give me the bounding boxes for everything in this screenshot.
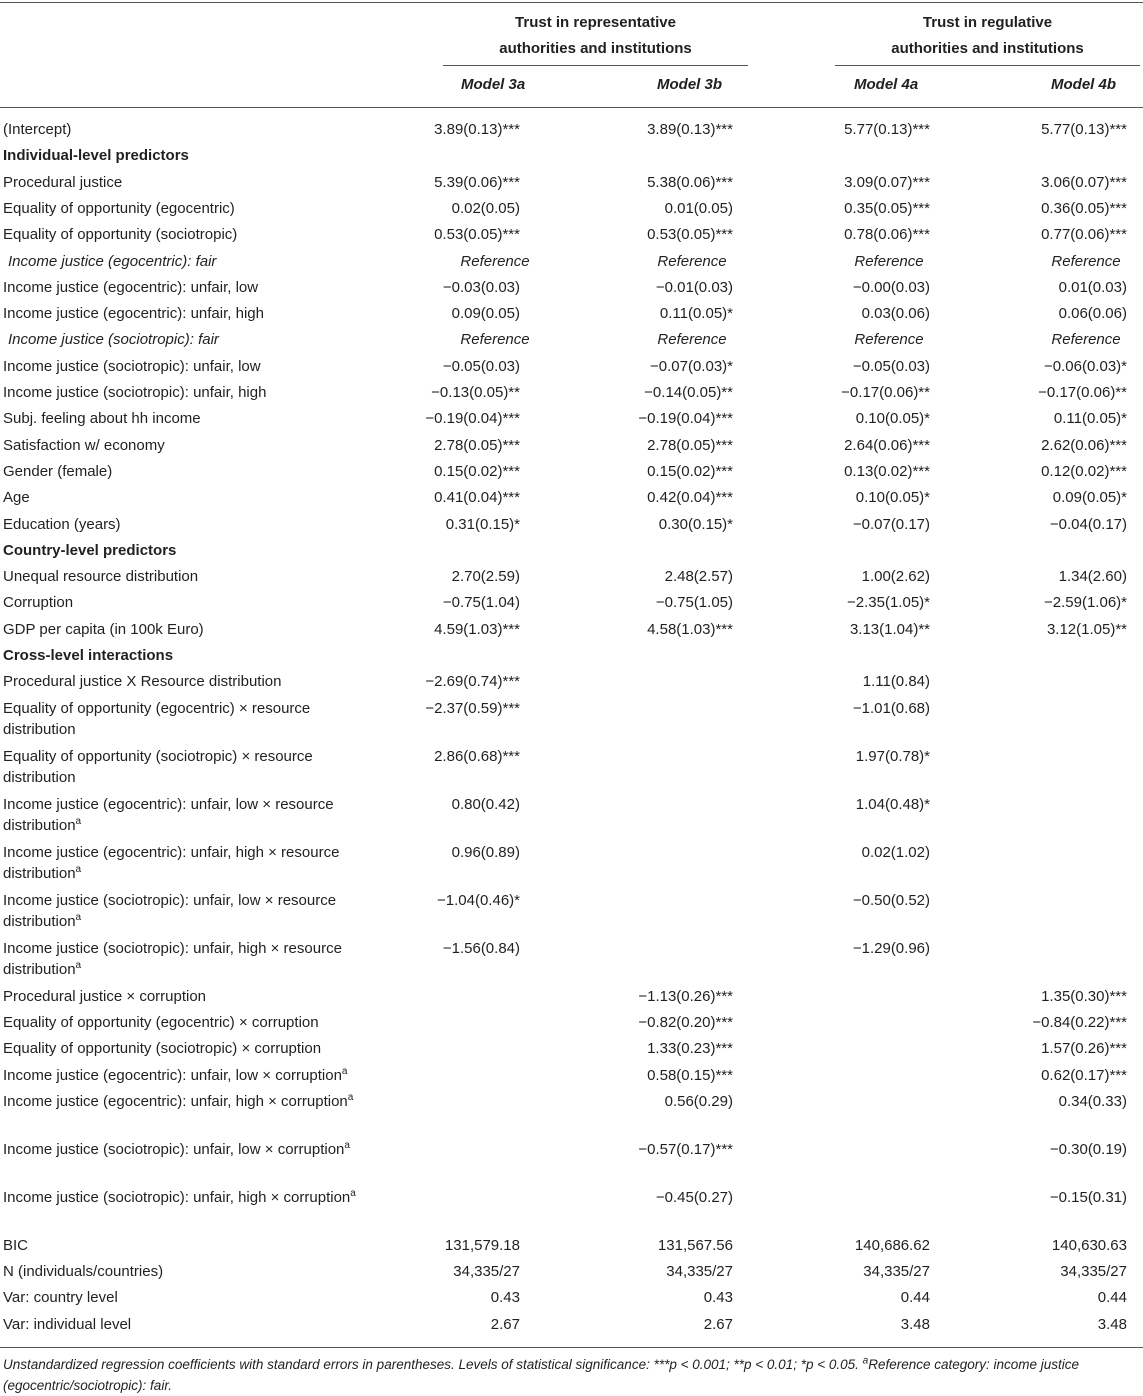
table-cell: 2.70(2.59) [451, 568, 520, 586]
section-heading [3, 645, 363, 666]
row-label [3, 1139, 363, 1160]
table-cell: 0.41(0.04)*** [434, 489, 520, 507]
table-bottom-rule [0, 1347, 1143, 1348]
table-cell: 0.53(0.05)*** [434, 226, 520, 244]
table-cell: −1.04(0.46)* [437, 891, 520, 909]
table-cell: 0.56(0.29) [664, 1092, 733, 1110]
table-cell: −0.45(0.27) [655, 1188, 733, 1206]
row-label-text: N (individuals/countries) [3, 1263, 164, 1281]
row-label-text: Income justice (egocentric): fair [8, 252, 217, 270]
row-label [3, 592, 363, 613]
table-cell: −0.82(0.20)*** [638, 1013, 733, 1031]
row-label-text: Country-level predictors [3, 541, 177, 559]
table-cell: 0.80(0.42) [451, 795, 520, 813]
table-cell: Reference [854, 331, 924, 349]
table-cell: 3.89(0.13)*** [647, 121, 733, 138]
footnote-marker: a [341, 1065, 348, 1077]
table-cell: −0.14(0.05)** [644, 384, 733, 401]
row-label-text: Individual-level predictors [3, 147, 189, 165]
row-label [3, 938, 363, 980]
table-cell: 1.11(0.84) [862, 673, 930, 691]
row-label-text: Equality of opportunity (egocentric) × resource distribution [3, 699, 311, 738]
row-label-text: Income justice (sociotropic): unfair, low × corruption [3, 1140, 345, 1158]
table-cell: −0.00(0.03) [852, 278, 930, 296]
table-cell: 140,630.63 [1051, 1236, 1127, 1254]
footnote-marker: a [347, 1091, 354, 1103]
table-cell: 3.12(1.05)** [1046, 620, 1127, 638]
row-label [3, 461, 363, 482]
row-label-text: Cross-level interactions [3, 647, 174, 664]
row-label [3, 794, 363, 836]
table-cell: 2.78(0.05)*** [647, 436, 733, 454]
row-label [3, 172, 363, 193]
model-header-4b: Model 4b [1051, 76, 1117, 93]
row-label [3, 303, 363, 324]
table-cell: 0.44 [1097, 1289, 1127, 1307]
table-cell: −0.05(0.03) [852, 357, 930, 375]
table-cell: Reference [854, 252, 924, 270]
table-cell: 0.43 [490, 1289, 520, 1307]
table-cell: 2.62(0.06)*** [1041, 436, 1127, 454]
table-cell: 0.15(0.02)*** [647, 462, 733, 480]
row-label-text: Income justice (sociotropic): fair [8, 331, 219, 349]
table-cell: Reference [1051, 252, 1121, 270]
row-label [3, 746, 363, 788]
table-cell: 2.48(2.57) [664, 568, 733, 586]
row-label [3, 1012, 363, 1033]
table-cell: −1.13(0.26)*** [638, 987, 733, 1005]
row-label-text: Income justice (sociotropic): unfair, high × corruption [3, 1188, 351, 1206]
row-label-text: Income justice (egocentric): unfair, high [3, 305, 264, 323]
table-cell: 1.35(0.30)*** [1041, 987, 1127, 1005]
table-cell: −0.75(1.05) [655, 594, 733, 612]
table-cell: 0.53(0.05)*** [647, 226, 733, 244]
row-label [3, 986, 363, 1007]
row-label-text: Subj. feeling about hh income [3, 410, 201, 428]
table-cell: −0.19(0.04)*** [638, 410, 733, 428]
table-cell: 0.12(0.02)*** [1041, 462, 1127, 480]
table-cell: 3.06(0.07)*** [1041, 173, 1127, 191]
row-label [3, 198, 363, 219]
row-label [3, 1287, 363, 1308]
model-header-3b: Model 3b [657, 76, 723, 93]
table-cell: 0.10(0.05)* [855, 410, 930, 428]
table-cell: 0.42(0.04)*** [647, 489, 733, 507]
row-label [3, 408, 363, 429]
row-label-text: Equality of opportunity (egocentric) [3, 199, 235, 217]
row-label-text: Equality of opportunity (sociotropic) [3, 226, 238, 244]
table-cell: −2.59(1.06)* [1044, 594, 1127, 612]
table-cell: 0.10(0.05)* [855, 489, 930, 507]
row-label-text: Income justice (egocentric): unfair, low [3, 278, 259, 296]
row-label [8, 329, 368, 350]
table-cell: −0.30(0.19) [1049, 1140, 1127, 1158]
row-label-text: Education (years) [3, 515, 121, 533]
row-label-text: Equality of opportunity (sociotropic) × resource distribution [3, 747, 313, 786]
table-cell: Reference [1051, 331, 1121, 349]
table-cell: −0.84(0.22)*** [1032, 1013, 1127, 1031]
footnote-sup: a [862, 1355, 869, 1367]
group-header-line: authorities and institutions [499, 40, 692, 57]
table-cell: −0.07(0.17) [852, 515, 930, 533]
table-cell: 1.00(2.62) [861, 568, 930, 586]
table-cell: 3.09(0.07)*** [844, 173, 930, 191]
table-cell: −0.57(0.17)*** [638, 1140, 733, 1158]
row-label [3, 487, 363, 508]
row-label [3, 619, 363, 640]
row-label [3, 119, 363, 140]
row-label [3, 842, 363, 884]
row-label [3, 1091, 363, 1112]
table-cell: −0.15(0.31) [1049, 1188, 1127, 1206]
table-cell: −2.37(0.59)*** [425, 699, 520, 717]
table-cell: 0.34(0.33) [1058, 1092, 1127, 1110]
table-cell: 140,686.62 [854, 1236, 930, 1254]
table-cell: 2.86(0.68)*** [434, 747, 520, 765]
table-cell: 0.96(0.89) [451, 843, 520, 861]
table-cell: Reference [657, 331, 727, 349]
table-cell: −1.01(0.68) [852, 699, 930, 717]
table-cell: 0.35(0.05)*** [844, 199, 930, 217]
row-label-text: GDP per capita (in 100k Euro) [3, 620, 204, 638]
table-cell: −2.69(0.74)*** [425, 673, 520, 691]
table-cell: 34,335/27 [1060, 1263, 1127, 1281]
row-label [3, 1314, 363, 1335]
footnote-main: Unstandardized regression coefficients with standard errors in parentheses. Levels of statistical significance: ***p < 0.001; **p < 0.01; *p < 0.05. [3, 1357, 859, 1372]
table-cell: 0.03(0.06) [861, 305, 930, 323]
footnote-marker: a [75, 959, 82, 971]
table-cell: 0.44 [900, 1289, 930, 1307]
footnote-marker: a [75, 815, 82, 827]
row-label-text: Income justice (egocentric): unfair, high × resource distribution [3, 843, 340, 882]
table-cell: −0.13(0.05)** [431, 384, 520, 401]
section-heading [3, 145, 363, 166]
table-cell: 34,335/27 [863, 1263, 930, 1281]
table-cell: 0.62(0.17)*** [1041, 1066, 1127, 1084]
table-cell: −0.06(0.03)* [1044, 357, 1127, 375]
row-label [3, 277, 363, 298]
table-cell: 1.34(2.60) [1058, 568, 1127, 586]
table-cell: 0.01(0.03) [1058, 278, 1127, 296]
table-cell: 5.39(0.06)*** [434, 173, 520, 191]
table-cell: −0.01(0.03) [655, 278, 733, 296]
table-cell: 3.48 [900, 1315, 930, 1333]
table-cell: −2.35(1.05)* [847, 594, 930, 612]
table-cell: 0.30(0.15)* [658, 515, 733, 533]
table-cell: 2.78(0.05)*** [434, 436, 520, 454]
row-label-text: Gender (female) [3, 462, 113, 480]
table-cell: 0.43 [703, 1289, 733, 1307]
table-cell: 0.01(0.05) [664, 199, 733, 217]
table-cell: 2.67 [703, 1315, 733, 1333]
row-label-text: Income justice (sociotropic): unfair, low × resource distribution [3, 891, 337, 930]
row-label-text: Corruption [3, 594, 74, 612]
table-cell: 3.13(1.04)** [849, 620, 930, 638]
table-cell: −1.29(0.96) [852, 939, 930, 957]
row-label [3, 698, 363, 740]
table-cell: 0.13(0.02)*** [844, 462, 930, 480]
row-label [8, 251, 368, 272]
table-cell: −1.56(0.84) [442, 939, 520, 957]
row-label [3, 514, 363, 535]
row-label-text: Unequal resource distribution [3, 568, 199, 586]
table-cell: 0.11(0.05)* [1053, 410, 1127, 428]
table-cell: 3.48 [1097, 1315, 1127, 1333]
table-cell: 2.64(0.06)*** [844, 436, 930, 454]
table-cell: 5.77(0.13)*** [844, 121, 930, 138]
row-label [3, 566, 363, 587]
row-label [3, 435, 363, 456]
table-cell: 0.36(0.05)*** [1041, 199, 1127, 217]
row-label-text: Income justice (sociotropic): unfair, high × resource distribution [3, 939, 342, 978]
table-cell: Reference [460, 252, 530, 270]
row-label-text: Procedural justice [3, 173, 123, 191]
row-label [3, 1038, 363, 1059]
model-header-3a: Model 3a [461, 76, 526, 93]
table-cell: −0.19(0.04)*** [425, 410, 520, 428]
table-cell: 0.15(0.02)*** [434, 462, 520, 480]
group-header-line: Trust in regulative [922, 14, 1053, 31]
table-cell: Reference [460, 331, 530, 349]
table-cell: 0.09(0.05)* [1052, 489, 1127, 507]
row-label-text: Var: country level [3, 1289, 118, 1307]
footnote-marker: a [344, 1139, 350, 1151]
table-cell: 131,579.18 [444, 1236, 520, 1254]
table-cell: 5.38(0.06)*** [647, 173, 733, 191]
table-cell: 3.89(0.13)*** [434, 121, 520, 138]
table-cell: 0.02(0.05) [451, 199, 520, 217]
table-cell: 4.59(1.03)*** [434, 620, 520, 638]
row-label-text: (Intercept) [3, 121, 72, 138]
row-label [3, 1235, 363, 1256]
row-label-text: Income justice (sociotropic): unfair, low [3, 357, 261, 375]
row-label-text: BIC [3, 1236, 29, 1254]
table-cell: 0.06(0.06) [1058, 305, 1127, 323]
table-cell: 0.78(0.06)*** [844, 226, 930, 244]
model-header-4a: Model 4a [854, 76, 919, 93]
table-cell: 1.33(0.23)*** [647, 1040, 733, 1058]
row-label [3, 890, 363, 932]
row-label-text: Income justice (egocentric): unfair, low × corruption [3, 1066, 342, 1084]
table-cell: −0.07(0.03)* [650, 357, 733, 375]
table-cell: −0.17(0.06)** [841, 384, 930, 401]
row-label [3, 1187, 363, 1208]
table-cell: 34,335/27 [666, 1263, 733, 1281]
table-cell: −0.04(0.17) [1049, 515, 1127, 533]
table-cell: 0.31(0.15)* [445, 515, 520, 533]
table-cell: 131,567.56 [657, 1236, 733, 1254]
row-label-text: Income justice (egocentric): unfair, low × resource distribution [3, 795, 334, 834]
table-cell: 4.58(1.03)*** [647, 620, 733, 638]
table-cell: 1.97(0.78)* [855, 747, 930, 765]
row-label-text: Procedural justice × corruption [3, 987, 207, 1005]
table-cell: 1.57(0.26)*** [1041, 1040, 1127, 1058]
table-cell: −0.17(0.06)** [1038, 384, 1127, 401]
table-cell: −0.05(0.03) [442, 357, 520, 375]
row-label [3, 1065, 363, 1086]
row-label [3, 671, 363, 692]
section-heading [3, 540, 363, 561]
row-label-text: Satisfaction w/ economy [3, 436, 165, 454]
table-cell: Reference [657, 252, 727, 270]
row-label [3, 1261, 363, 1282]
table-cell: −0.75(1.04) [442, 594, 520, 612]
table-cell: 1.04(0.48)* [855, 795, 930, 813]
row-label-text: Income justice (egocentric): unfair, high × corruption [3, 1092, 348, 1110]
table-cell: −0.03(0.03) [442, 278, 520, 296]
row-label-text: Age [3, 489, 30, 507]
group-header-line: Trust in representative [515, 14, 676, 31]
row-label [3, 382, 363, 403]
table-cell: 0.77(0.06)*** [1041, 226, 1127, 244]
table-footnote [3, 1354, 1141, 1396]
group-header-line: authorities and institutions [891, 40, 1084, 57]
table-cell: 0.11(0.05)* [659, 305, 733, 323]
footnote-marker: a [75, 863, 82, 875]
row-label-text: Equality of opportunity (sociotropic) × corruption [3, 1040, 322, 1058]
row-label [3, 356, 363, 377]
footnote-tail: Reference category: income justice (egocentric/sociotropic): fair. [3, 1357, 1080, 1393]
footnote-marker: a [350, 1187, 356, 1199]
row-label-text: Equality of opportunity (egocentric) × corruption [3, 1013, 319, 1031]
table-cell: 34,335/27 [453, 1263, 520, 1281]
table-cell: 0.02(1.02) [861, 843, 930, 861]
table-cell: 0.58(0.15)*** [647, 1066, 733, 1084]
table-cell: −0.50(0.52) [852, 891, 930, 909]
row-label [3, 224, 363, 245]
row-label-text: Income justice (sociotropic): unfair, high [3, 384, 267, 401]
table-cell: 2.67 [490, 1315, 520, 1333]
row-label-text: Procedural justice X Resource distribution [3, 673, 282, 691]
table-cell: 5.77(0.13)*** [1041, 121, 1127, 138]
row-label-text: Var: individual level [3, 1315, 132, 1333]
table-cell: 0.09(0.05) [451, 305, 520, 323]
footnote-marker: a [75, 911, 82, 923]
